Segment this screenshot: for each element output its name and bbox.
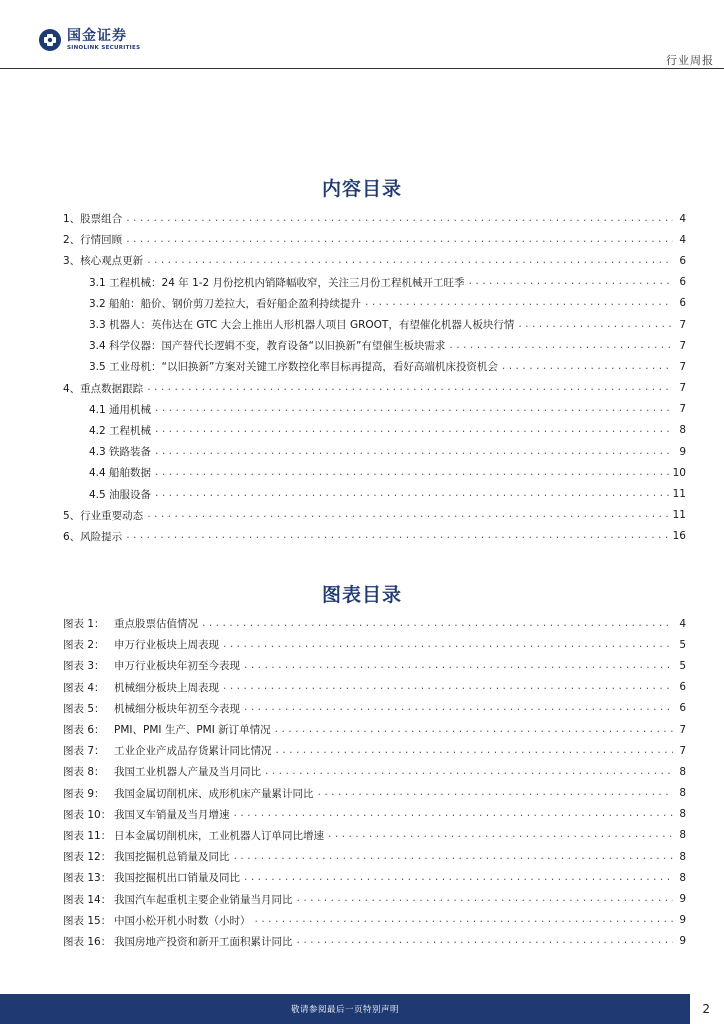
- dot-leader: [296, 894, 674, 904]
- toc-entry-page: 7: [679, 318, 686, 331]
- toc-entry[interactable]: [0, 208, 724, 229]
- figure-entry[interactable]: [0, 740, 724, 761]
- figure-entry-label: 图表 14：: [63, 893, 112, 906]
- page-number: 2: [702, 1002, 710, 1016]
- dot-leader: [317, 788, 674, 798]
- logo-english-name: SINOLINK SECURITIES: [67, 44, 141, 51]
- figure-entry-page: 4: [679, 617, 686, 630]
- figure-entry[interactable]: [0, 867, 724, 888]
- toc-entry-page: 7: [679, 382, 686, 395]
- figure-entry-page: 8: [679, 871, 686, 884]
- figure-entry[interactable]: [0, 677, 724, 698]
- sinolink-logo: [38, 28, 140, 52]
- dot-leader: [222, 640, 673, 650]
- document-type: 行业周报: [666, 54, 714, 67]
- toc-entry-title: 3、核心观点更新: [63, 255, 144, 268]
- figures-title: 图表目录: [321, 584, 402, 606]
- figure-entry-title: 我国挖掘机出口销量及同比: [114, 872, 240, 885]
- dot-leader: [364, 298, 673, 308]
- toc-entry-page: 4: [679, 233, 686, 246]
- figure-entry-title: 中国小松开机小时数（小时）: [114, 914, 251, 927]
- figure-entry-page: 8: [679, 850, 686, 863]
- figure-entry[interactable]: [0, 719, 724, 740]
- dot-leader: [154, 468, 670, 478]
- toc-entry[interactable]: [0, 378, 724, 399]
- figure-entry-title: 申万行业板块上周表现: [114, 639, 219, 652]
- toc-entry[interactable]: [0, 526, 724, 547]
- figure-entry-label: 图表 13：: [63, 872, 112, 885]
- toc-entry-page: 11: [672, 488, 686, 501]
- toc-entry-title: 3.3 机器人：英伟达在 GTC 大会上推出人形机器人项目 GROOT，有望催化机器人板块行情: [89, 319, 515, 332]
- dot-leader: [146, 383, 673, 393]
- toc-entry-page: 6: [679, 254, 686, 267]
- figure-entry-label: 图表 2：: [63, 639, 105, 652]
- toc-entry[interactable]: [0, 272, 724, 293]
- figure-entry-label: 图表 11：: [63, 829, 112, 842]
- dot-leader: [233, 809, 674, 819]
- figure-entry-label: 图表 15：: [63, 914, 112, 927]
- dot-leader: [296, 936, 674, 946]
- figure-entry-page: 8: [679, 808, 686, 821]
- dot-leader: [201, 619, 673, 629]
- figure-entry-page: 9: [679, 914, 686, 927]
- toc-entry-title: 3.4 科学仪器：国产替代长逻辑不变，教育设备“以旧换新”有望催生板块需求: [89, 340, 446, 353]
- figure-entry-page: 5: [679, 659, 686, 672]
- figure-entry-label: 图表 9：: [63, 787, 105, 800]
- header-divider: [0, 68, 724, 69]
- figure-entry-title: 我国房地产投资和新开工面积累计同比: [114, 935, 293, 948]
- figure-entry-page: 8: [679, 765, 686, 778]
- figure-entry-title: 机械细分板块上周表现: [114, 681, 219, 694]
- dot-leader: [254, 915, 674, 925]
- toc-entry[interactable]: [0, 293, 724, 314]
- figure-entry-label: 图表 8：: [63, 766, 105, 779]
- figure-entry[interactable]: [0, 931, 724, 952]
- logo-chinese-name: 国金证券: [67, 27, 127, 44]
- dot-leader: [125, 214, 673, 224]
- toc-entry-title: 4.4 船舶数据: [89, 467, 152, 480]
- figure-entry-title: 机械细分板块年初至今表现: [114, 702, 240, 715]
- figure-entry-title: 申万行业板块年初至今表现: [114, 660, 240, 673]
- toc-entry[interactable]: [0, 335, 724, 356]
- figure-entry-title: 我国金属切削机床、成形机床产量累计同比: [114, 787, 314, 800]
- figure-entry-title: PMI、PMI 生产、PMI 新订单情况: [114, 724, 271, 737]
- figure-entry[interactable]: [0, 613, 724, 634]
- toc-entry-title: 5、行业重要动态: [63, 509, 144, 522]
- dot-leader: [243, 873, 673, 883]
- dot-leader: [501, 362, 673, 372]
- toc-entry[interactable]: [0, 462, 724, 483]
- figure-entry-label: 图表 3：: [63, 660, 105, 673]
- toc-entry-page: 10: [672, 466, 686, 479]
- dot-leader: [243, 661, 673, 671]
- toc-entry-title: 6、风险提示: [63, 530, 123, 543]
- figure-entry-label: 图表 16：: [63, 935, 112, 948]
- dot-leader: [146, 510, 669, 520]
- figure-entry[interactable]: [0, 655, 724, 676]
- dot-leader: [154, 404, 673, 414]
- figure-entry-label: 图表 7：: [63, 745, 105, 758]
- figure-entry-title: 工业企业产成品存货累计同比情况: [114, 745, 272, 758]
- figure-entry-title: 我国挖掘机总销量及同比: [114, 851, 230, 864]
- toc-entry-title: 4.2 工程机械: [89, 424, 152, 437]
- toc-entry-title: 3.5 工业母机：“以旧换新”方案对关键工序数控化率目标再提高，看好高端机床投资机会: [89, 361, 498, 374]
- figure-entry[interactable]: [0, 783, 724, 804]
- toc-entry-title: 3.1 工程机械：24 年 1-2 月份挖机内销降幅收窄，关注三月份工程机械开工旺季: [89, 276, 465, 289]
- figure-entry-label: 图表 1：: [63, 618, 105, 631]
- figure-entry-page: 8: [679, 787, 686, 800]
- figure-entry-page: 7: [679, 744, 686, 757]
- dot-leader: [222, 682, 673, 692]
- dot-leader: [154, 489, 670, 499]
- figure-entry-label: 图表 5：: [63, 702, 105, 715]
- toc-entry-page: 9: [679, 445, 686, 458]
- figure-entry[interactable]: [0, 698, 724, 719]
- figure-entry[interactable]: [0, 846, 724, 867]
- figure-entry-label: 图表 6：: [63, 724, 105, 737]
- figures-list: [0, 613, 724, 952]
- dot-leader: [264, 767, 673, 777]
- figure-entry-label: 图表 10：: [63, 808, 112, 821]
- toc-entry-title: 2、行情回顾: [63, 234, 123, 247]
- toc-entry[interactable]: [0, 250, 724, 271]
- dot-leader: [275, 746, 674, 756]
- dot-leader: [154, 425, 673, 435]
- dot-leader: [274, 725, 673, 735]
- figure-entry-page: 7: [679, 723, 686, 736]
- toc-entry[interactable]: [0, 314, 724, 335]
- dot-leader: [125, 235, 673, 245]
- dot-leader: [468, 277, 673, 287]
- page-header: [0, 0, 724, 70]
- toc-entry-title: 4、重点数据跟踪: [63, 382, 144, 395]
- toc-entry-title: 3.2 船舶：船价、钢价剪刀差拉大，看好船企盈利持续提升: [89, 297, 362, 310]
- toc-entry-page: 8: [679, 424, 686, 437]
- toc-entry[interactable]: [0, 420, 724, 441]
- toc-entry[interactable]: [0, 505, 724, 526]
- dot-leader: [517, 320, 673, 330]
- figure-entry[interactable]: [0, 888, 724, 909]
- toc-entry-page: 6: [679, 276, 686, 289]
- toc-entry-page: 6: [679, 297, 686, 310]
- contents-list: [0, 208, 724, 547]
- figure-entry-label: 图表 12：: [63, 851, 112, 864]
- dot-leader: [146, 256, 673, 266]
- figure-entry-label: 图表 4：: [63, 681, 105, 694]
- sinolink-logo-icon: [38, 28, 62, 52]
- figure-entry[interactable]: [0, 634, 724, 655]
- disclaimer-note: 敬请参阅最后一页特别声明: [290, 1005, 399, 1015]
- figure-entry-title: 日本金属切削机床，工业机器人订单同比增速: [114, 829, 324, 842]
- toc-entry-title: 1、股票组合: [63, 213, 123, 226]
- dot-leader: [154, 447, 673, 457]
- toc-entry-page: 11: [672, 509, 686, 522]
- toc-entry-page: 7: [679, 339, 686, 352]
- figure-entry[interactable]: [0, 804, 724, 825]
- toc-entry[interactable]: [0, 229, 724, 250]
- toc-entry-page: 16: [672, 530, 686, 543]
- figure-entry[interactable]: [0, 825, 724, 846]
- toc-entry[interactable]: [0, 399, 724, 420]
- figure-entry-page: 6: [679, 681, 686, 694]
- contents-title: 内容目录: [321, 178, 402, 200]
- dot-leader: [327, 830, 673, 840]
- figure-entry[interactable]: [0, 761, 724, 782]
- toc-entry-title: 4.3 铁路装备: [89, 446, 152, 459]
- toc-entry[interactable]: [0, 356, 724, 377]
- toc-entry-title: 4.1 通用机械: [89, 403, 152, 416]
- toc-entry-page: 7: [679, 403, 686, 416]
- figure-entry-page: 9: [679, 893, 686, 906]
- figure-entry-title: 重点股票估值情况: [114, 618, 198, 631]
- figure-entry-title: 我国叉车销量及当月增速: [114, 808, 230, 821]
- toc-entry-title: 4.5 油服设备: [89, 488, 152, 501]
- toc-entry[interactable]: [0, 441, 724, 462]
- toc-entry-page: 4: [679, 212, 686, 225]
- dot-leader: [125, 531, 669, 541]
- figure-entry[interactable]: [0, 910, 724, 931]
- figure-entry-page: 8: [679, 829, 686, 842]
- dot-leader: [233, 852, 674, 862]
- dot-leader: [243, 703, 673, 713]
- figure-entry-title: 我国汽车起重机主要企业销量当月同比: [114, 893, 293, 906]
- figure-entry-title: 我国工业机器人产量及当月同比: [114, 766, 261, 779]
- figure-entry-page: 5: [679, 638, 686, 651]
- figure-entry-page: 9: [679, 935, 686, 948]
- dot-leader: [448, 341, 673, 351]
- toc-entry-page: 7: [679, 360, 686, 373]
- figure-entry-page: 6: [679, 702, 686, 715]
- toc-entry[interactable]: [0, 483, 724, 504]
